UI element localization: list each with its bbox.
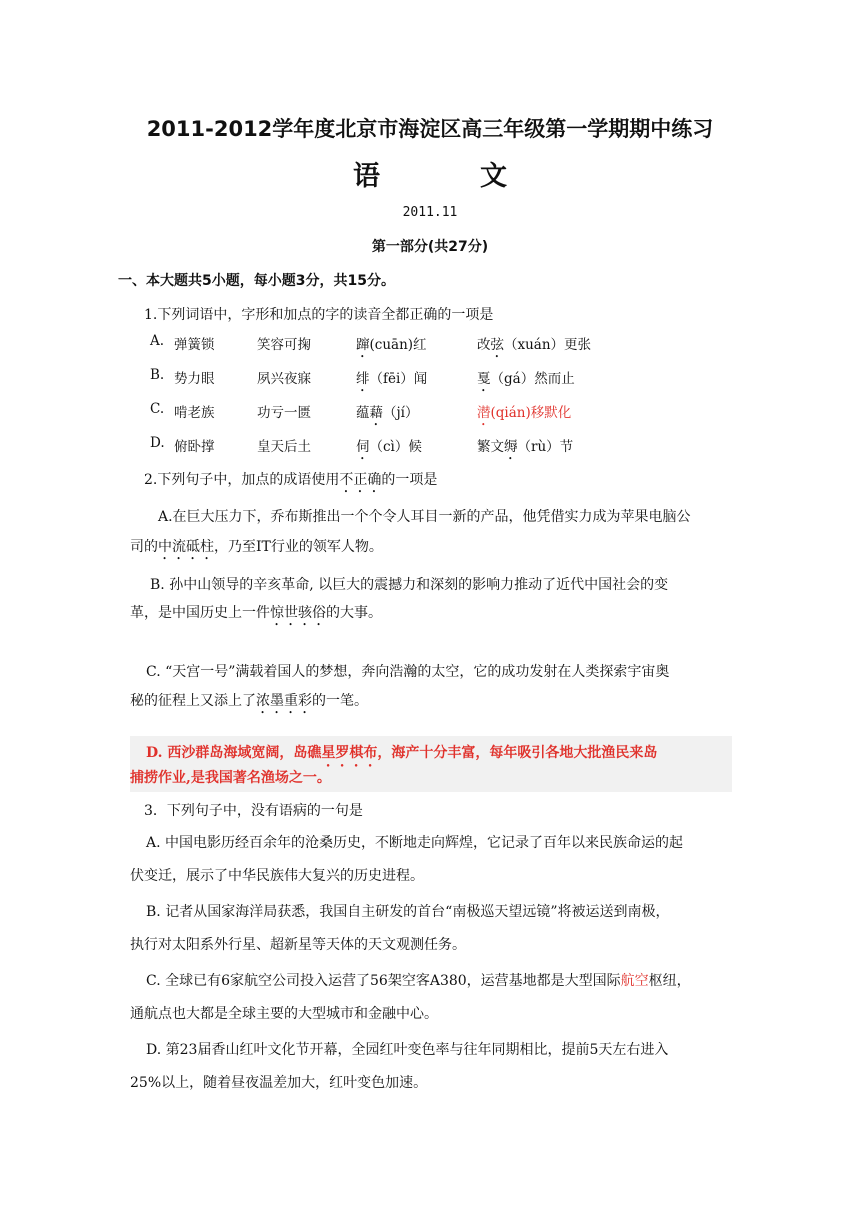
exam-date: 2011.11 bbox=[402, 205, 458, 220]
q2-option-c-line1: C. “天宫一号”满载着国人的梦想，奔向浩瀚的太空，它的成功发射在人类探索宇宙奥 bbox=[146, 664, 670, 680]
q1-a-item: 蹿(cuān)红 bbox=[356, 337, 427, 353]
q1-stem: 1.下列词语中，字形和加点的字的读音全都正确的一项是 bbox=[144, 307, 494, 323]
q1-c-label: C. bbox=[150, 401, 165, 417]
q2-option-c-line2: 秘的征程上又添上了浓墨重彩的一笔。 bbox=[130, 693, 368, 709]
q3-option-b-line2: 执行对太阳系外行星、超新星等天体的天文观测任务。 bbox=[130, 937, 466, 953]
q1-b-item: 戛（gá）然而止 bbox=[477, 371, 575, 387]
q1-c-item: 功亏一匮 bbox=[257, 405, 311, 421]
q2-option-a-line1: A.在巨大压力下，乔布斯推出一个个令人耳目一新的产品，他凭借实力成为苹果电脑公 bbox=[158, 509, 691, 525]
exam-title: 2011-2012学年度北京市海淀区高三年级第一学期期中练习 bbox=[146, 117, 714, 141]
q3-option-c-line2: 通航点也大都是全球主要的大型城市和金融中心。 bbox=[130, 1006, 438, 1022]
q1-b-item: 绯（fēi）闻 bbox=[356, 371, 428, 387]
q2-stem: 2.下列句子中，加点的成语使用不正确的一项是 bbox=[144, 472, 438, 488]
q1-b-item: 夙兴夜寐 bbox=[257, 371, 311, 387]
q3-stem: 3．下列句子中，没有语病的一句是 bbox=[144, 803, 363, 819]
q1-a-label: A. bbox=[150, 333, 165, 349]
q1-d-item: 伺（cì）候 bbox=[356, 439, 422, 455]
q2-option-b-line1: B. 孙中山领导的辛亥革命, 以巨大的震撼力和深刻的影响力推动了近代中国社会的变 bbox=[150, 577, 669, 593]
q1-a-item: 改弦（xuán）更张 bbox=[477, 337, 592, 353]
subject-char-2: 文 bbox=[480, 161, 507, 192]
q3-option-c-line1: C. 全球已有6家航空公司投入运营了56架空客A380，运营基地都是大型国际航空枢纽， bbox=[146, 973, 691, 989]
q1-d-item: 皇天后土 bbox=[257, 439, 311, 455]
subject-title bbox=[0, 154, 860, 193]
q1-a-item: 笑容可掬 bbox=[257, 337, 311, 353]
q1-d-item: 俯卧撑 bbox=[174, 439, 215, 455]
q3-option-a-line2: 伏变迁，展示了中华民族伟大复兴的历史进程。 bbox=[130, 868, 424, 884]
q3-option-a-line1: A. 中国电影历经百余年的沧桑历史，不断地走向辉煌，它记录了百年以来民族命运的起 bbox=[146, 835, 684, 851]
q3-option-b-line1: B. 记者从国家海洋局获悉，我国自主研发的首台“南极巡天望远镜”将被运送到南极， bbox=[146, 904, 670, 920]
q1-d-label: D. bbox=[150, 435, 165, 451]
q1-a-item: 弹簧锁 bbox=[174, 337, 215, 353]
q1-c-item: 蕴藉（jí） bbox=[356, 405, 419, 421]
section-heading: 一、本大题共5小题，每小题3分，共15分。 bbox=[118, 273, 395, 289]
q2-option-d-line1: D. 西沙群岛海域宽阔，岛礁星罗棋布，海产十分丰富，每年吸引各地大批渔民来岛 bbox=[146, 745, 658, 761]
q2-option-d-line2: 捕捞作业,是我国著名渔场之一。 bbox=[130, 770, 331, 786]
q2-option-b-line2: 革，是中国历史上一件惊世骇俗的大事。 bbox=[130, 605, 382, 621]
q1-c-item: 啃老族 bbox=[174, 405, 215, 421]
q1-b-label: B. bbox=[150, 367, 165, 383]
part-heading: 第一部分(共27分) bbox=[371, 239, 489, 255]
q3-option-d-line2: 25%以上，随着昼夜温差加大，红叶变色加速。 bbox=[130, 1075, 428, 1091]
q2-option-a-line2: 司的中流砥柱，乃至IT行业的领军人物。 bbox=[130, 539, 383, 555]
q1-c-item: 潜(qián)移默化 bbox=[477, 405, 572, 421]
q1-d-item: 繁文缛（rù）节 bbox=[477, 439, 574, 455]
q1-b-item: 势力眼 bbox=[174, 371, 215, 387]
subject-char-1: 语 bbox=[353, 161, 380, 192]
q3-option-d-line1: D. 第23届香山红叶文化节开幕，全园红叶变色率与往年同期相比，提前5天左右进入 bbox=[146, 1042, 669, 1058]
